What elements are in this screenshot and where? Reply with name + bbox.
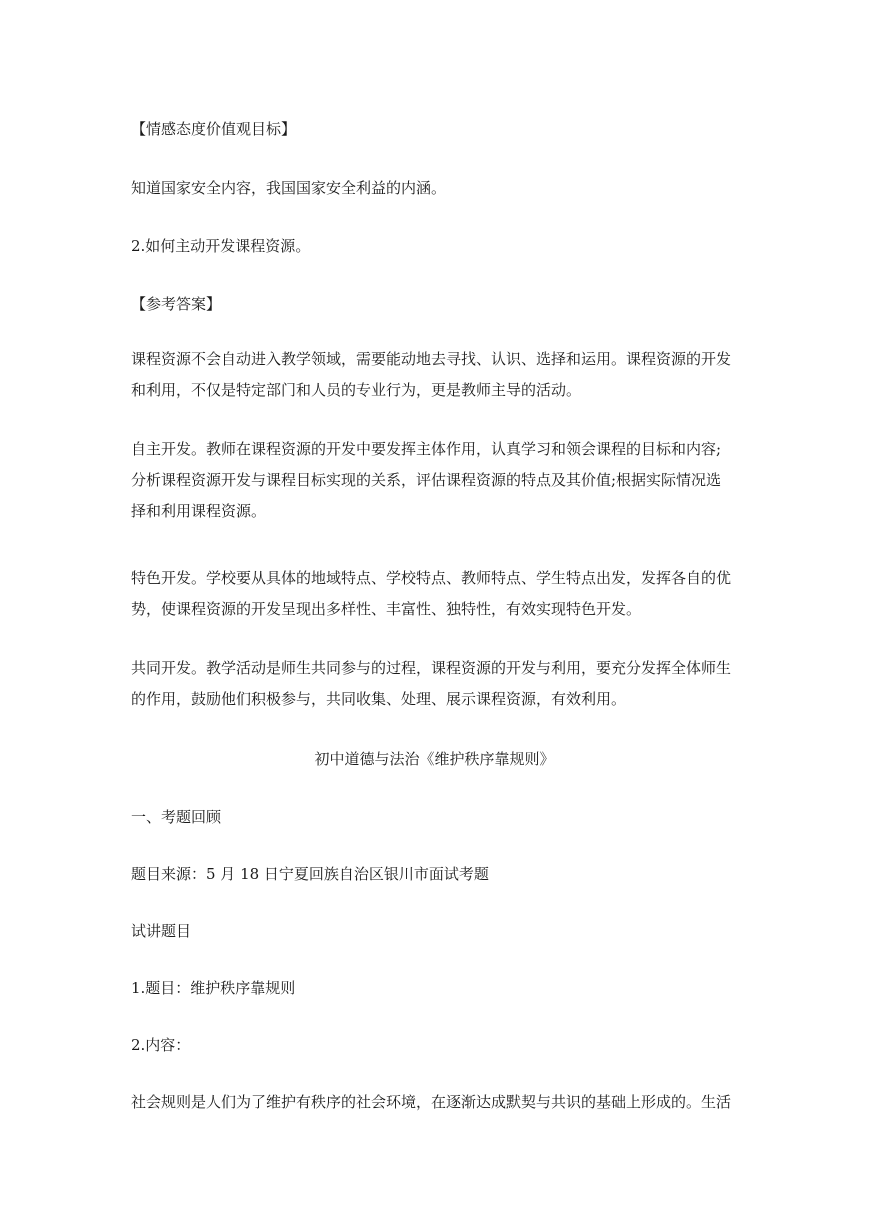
section-heading-review: 一、考题回顾: [131, 808, 222, 826]
trial-lecture-topic-label: 试讲题目: [131, 922, 192, 940]
topic-item: 1.题目：维护秩序靠规则: [131, 979, 296, 997]
section-heading-reference-answer: 【参考答案】: [131, 295, 222, 313]
content-item: 2.内容：: [131, 1036, 191, 1054]
question-source: 题目来源：5 月 18 日宁夏回族自治区银川市面试考题: [131, 865, 489, 883]
paragraph-characteristic-development: 特色开发。学校要从具体的地域特点、学校特点、教师特点、学生特点出发，发挥各自的优 势，使课程资源的开发呈现出多样性、丰富性、独特性，有效实现特色开发。: [131, 569, 732, 618]
paragraph-joint-development: 共同开发。教学活动是师生共同参与的过程，课程资源的开发与利用，要充分发挥全体师生 的作用，鼓励他们积极参与，共同收集、处理、展示课程资源，有效利用。: [131, 659, 732, 708]
section-heading-emotion-goals: 【情感态度价值观目标】: [131, 120, 297, 138]
paragraph-self-development: 自主开发。教师在课程资源的开发中要发挥主体作用，认真学习和领会课程的目标和内容; 分析课程资源开发与课程目标实现的关系，评估课程资源的特点及其价值;根据实际情况选 择和利用课程资源。: [131, 440, 722, 520]
paragraph-national-security: 知道国家安全内容，我国国家安全利益的内涵。: [131, 179, 447, 197]
question-2: 2.如何主动开发课程资源。: [131, 237, 311, 255]
paragraph-social-rules: 社会规则是人们为了维护有秩序的社会环境，在逐渐达成默契与共识的基础上形成的。生活: [131, 1093, 732, 1111]
lesson-title: 初中道德与法治《维护秩序靠规则》: [314, 750, 555, 768]
paragraph-course-resources: 课程资源不会自动进入教学领域，需要能动地去寻找、认识、选择和运用。课程资源的开发 和利用，不仅是特定部门和人员的专业行为，更是教师主导的活动。: [131, 350, 732, 399]
